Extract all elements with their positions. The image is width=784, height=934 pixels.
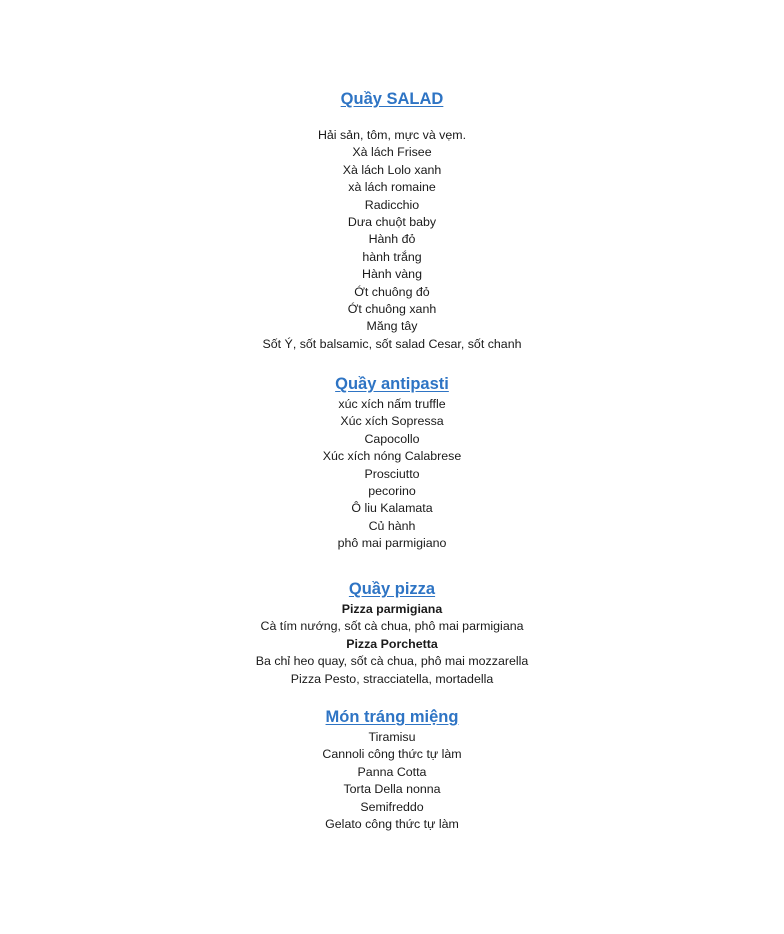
menu-item: Sốt Ý, sốt balsamic, sốt salad Cesar, sốt chanh <box>262 336 522 351</box>
menu-item: Măng tây <box>366 319 418 334</box>
section-dessert <box>0 707 784 833</box>
menu-item: Gelato công thức tự làm <box>325 816 459 831</box>
menu-item: Semifreddo <box>360 799 424 814</box>
menu-item: Panna Cotta <box>357 764 427 779</box>
section-pizza <box>0 579 784 688</box>
section-heading-dessert: Món tráng miệng <box>325 708 459 726</box>
menu-item: Củ hành <box>368 518 416 533</box>
section-heading-antipasti: Quầy antipasti <box>335 375 449 393</box>
menu-item: Xà lách Lolo xanh <box>342 162 442 177</box>
menu-item: Xà lách Frisee <box>352 145 432 160</box>
menu-item: Prosciutto <box>364 466 420 481</box>
menu-item: Hải sản, tôm, mực và vẹm. <box>317 128 467 142</box>
menu-item: Torta Della nonna <box>343 782 441 797</box>
menu-item: Cannoli công thức tự làm <box>322 747 462 762</box>
menu-item: Ô liu Kalamata <box>351 501 433 516</box>
menu-item: Cà tím nướng, sốt cà chua, phô mai parmigiana <box>260 619 524 634</box>
section-heading-salad: Quầy SALAD <box>340 90 444 108</box>
section-antipasti <box>0 374 784 553</box>
antipasti-item-list <box>0 396 784 553</box>
menu-item: Hành đỏ <box>368 232 416 247</box>
menu-item: phô mai parmigiano <box>337 536 447 551</box>
menu-item: hành trắng <box>362 249 422 264</box>
menu-subheading: Pizza Porchetta <box>346 636 438 651</box>
menu-item: xà lách romaine <box>348 180 436 195</box>
menu-item: Xúc xích nóng Calabrese <box>322 449 462 464</box>
section-salad <box>0 89 784 353</box>
menu-item: Capocollo <box>364 431 420 446</box>
menu-item: Xúc xích Sopressa <box>340 414 444 429</box>
menu-item: Tiramisu <box>368 730 416 744</box>
dessert-item-list <box>0 729 784 833</box>
menu-item: Pizza Pesto, stracciatella, mortadella <box>290 671 494 686</box>
menu-item: Ớt chuông xanh <box>347 301 437 316</box>
menu-item: Radicchio <box>364 197 420 212</box>
menu-item: Ba chỉ heo quay, sốt cà chua, phô mai mozzarella <box>255 654 529 669</box>
salad-item-list <box>0 127 784 353</box>
pizza-item-list <box>0 601 784 688</box>
menu-item: Ớt chuông đỏ <box>354 284 430 299</box>
menu-item: Dưa chuột baby <box>347 214 437 229</box>
menu-item: xúc xích nấm truffle <box>338 397 446 411</box>
menu-item: pecorino <box>368 483 416 498</box>
menu-item: Hành vàng <box>362 267 422 282</box>
section-heading-pizza: Quầy pizza <box>348 580 436 598</box>
menu-subheading: Pizza parmigiana <box>341 602 443 616</box>
